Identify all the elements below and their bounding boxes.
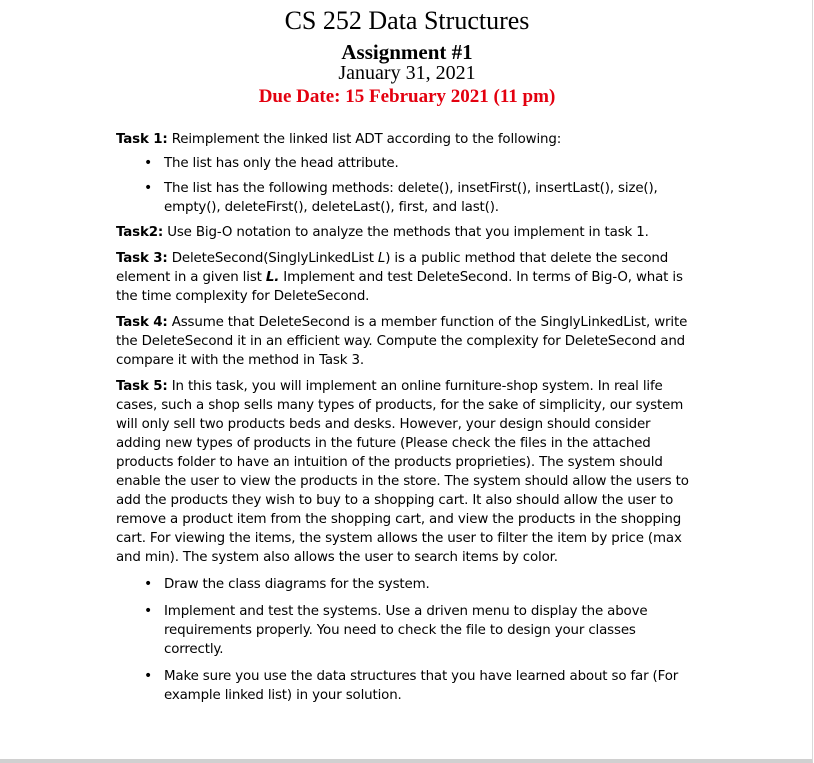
list-item bbox=[116, 575, 696, 594]
task-3-param: L bbox=[377, 251, 386, 266]
bullet-text: The list has only the head attribute. bbox=[164, 156, 399, 171]
document-body bbox=[116, 130, 696, 713]
task-2-text: Use Big-O notation to analyze the methods that you implement in task 1. bbox=[163, 225, 649, 240]
task-3-label: Task 3: bbox=[116, 251, 168, 266]
bullet-text: The list has the following methods: delete(), insetFirst(), insertLast(), size(), empty(), deleteFirst(), deleteLast(), first, and last(). bbox=[164, 181, 658, 215]
task-1-bullet-list bbox=[116, 154, 696, 217]
task-3-text: DeleteSecond(SinglyLinkedList bbox=[167, 251, 378, 266]
list-item bbox=[116, 154, 696, 173]
list-item bbox=[116, 179, 696, 217]
task-4-paragraph bbox=[116, 313, 696, 370]
task-5-label: Task 5: bbox=[116, 379, 168, 394]
task-5-bullet-list bbox=[116, 575, 696, 705]
task-4-text: Assume that DeleteSecond is a member function of the SinglyLinkedList, write the DeleteSecond it in an efficient way. Compute the complexity for DeleteSecond and compare it with the method in Task 3. bbox=[116, 315, 688, 368]
bullet-text: Make sure you use the data structures that you have learned about so far (For example linked list) in your solution. bbox=[164, 669, 679, 703]
task-2-paragraph bbox=[116, 223, 696, 242]
bullet-icon: • bbox=[144, 668, 153, 684]
task-3-param-bold: L. bbox=[265, 270, 280, 285]
due-date: Due Date: 15 February 2021 (11 pm) bbox=[258, 86, 556, 107]
assignment-date: January 31, 2021 bbox=[338, 62, 476, 84]
list-item bbox=[116, 667, 696, 705]
task-3-text: Implement and test DeleteSecond. In terms of Big-O, what is the time complexity for DeleteSecond. bbox=[116, 270, 683, 304]
bullet-icon: • bbox=[144, 603, 153, 619]
task-2-label: Task2: bbox=[116, 225, 164, 240]
task-1-text: Reimplement the linked list ADT according to the following: bbox=[167, 132, 562, 147]
task-3-text: ) is a public method that delete the second element in a given list bbox=[116, 251, 669, 285]
task-4-label: Task 4: bbox=[116, 315, 168, 330]
task-5-paragraph bbox=[116, 377, 696, 567]
bullet-icon: • bbox=[144, 180, 153, 196]
assignment-title: Assignment #1 bbox=[341, 40, 473, 64]
bullet-icon: • bbox=[144, 155, 153, 171]
bullet-text: Draw the class diagrams for the system. bbox=[164, 577, 430, 592]
list-item bbox=[116, 602, 696, 659]
task-5-text: In this task, you will implement an online furniture-shop system. In real life cases, such a shop sells many types of products, for the sake of simplicity, our system will only sell two products beds and desks. However, your design should consider adding new types of products in the future (Please check the files in the attached products folder to have an intuition of the products proprieties). The system should enable the user to view the products in the store. The system should allow the users to add the products they wish to buy to a shopping cart. It also should allow the user to remove a product item from the shopping cart, and view the products in the shopping cart. For viewing the items, the system allows the user to filter the item by price (max and min). The system also allows the user to search items by color. bbox=[116, 379, 689, 565]
task-3-paragraph bbox=[116, 249, 696, 306]
task-1-paragraph bbox=[116, 130, 696, 149]
bullet-icon: • bbox=[144, 576, 153, 592]
bullet-text: Implement and test the systems. Use a driven menu to display the above requirements properly. You need to check the file to design your classes correctly. bbox=[164, 604, 648, 657]
task-1-label: Task 1: bbox=[116, 132, 168, 147]
course-title: CS 252 Data Structures bbox=[284, 6, 530, 35]
